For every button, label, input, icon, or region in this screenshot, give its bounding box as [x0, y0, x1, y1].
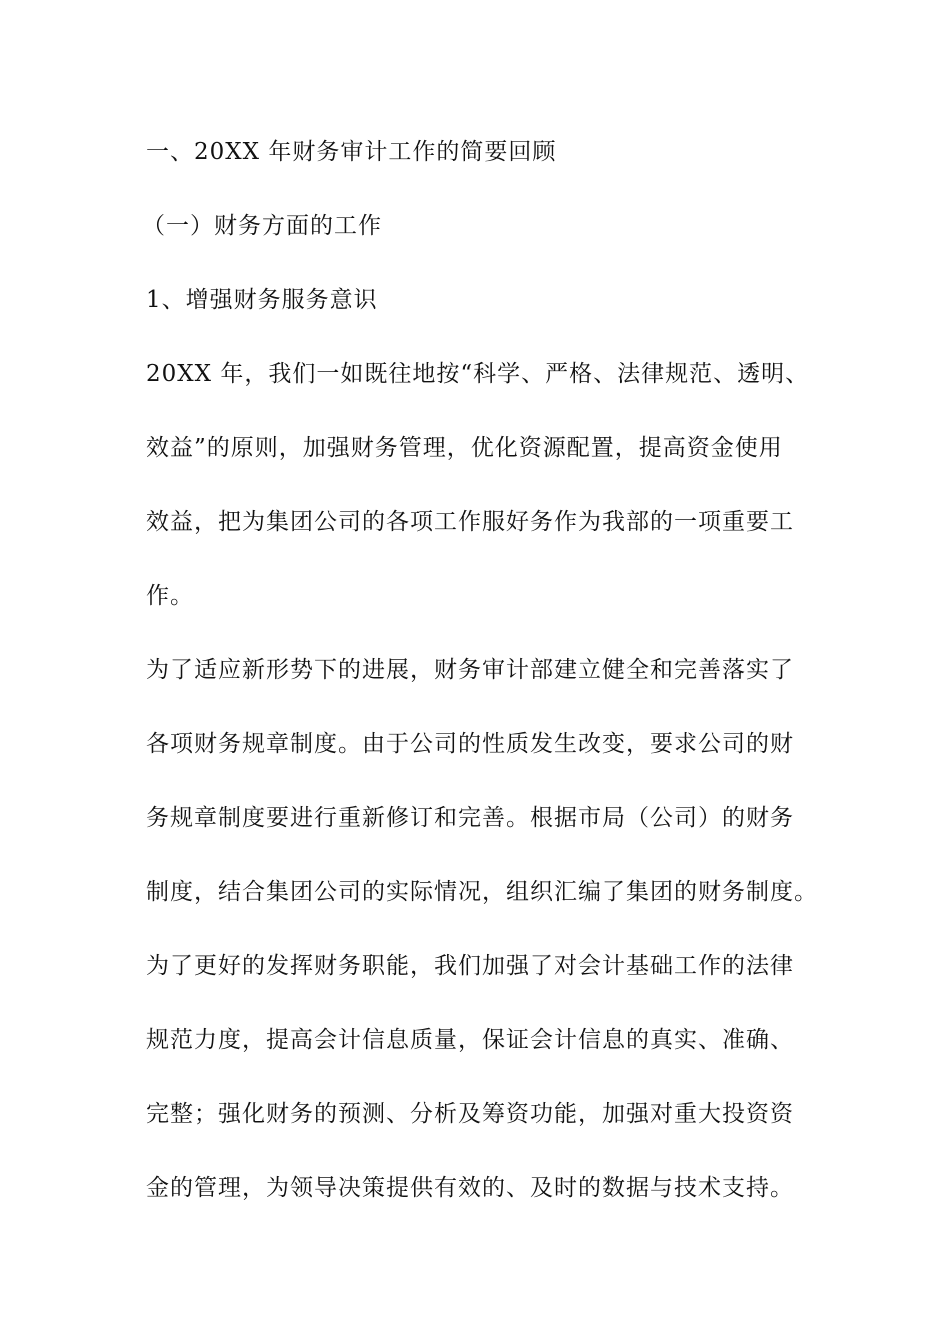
paragraph-3-line-3: 完整；强化财务的预测、分析及筹资功能，加强对重大投资资	[146, 1101, 794, 1127]
heading-level-1: 一、20XX 年财务审计工作的简要回顾	[146, 139, 557, 165]
paragraph-2-line-4: 制度，结合集团公司的实际情况，组织汇编了集团的财务制度。	[146, 879, 818, 905]
heading-level-3: 1、增强财务服务意识	[146, 287, 378, 313]
paragraph-2-line-3: 务规章制度要进行重新修订和完善。根据市局（公司）的财务	[146, 805, 794, 831]
paragraph-3-line-2: 规范力度，提高会计信息质量，保证会计信息的真实、准确、	[146, 1027, 794, 1053]
paragraph-1-line-2: 效益”的原则，加强财务管理，优化资源配置，提高资金使用	[146, 435, 783, 461]
paragraph-2-line-1: 为了适应新形势下的进展，财务审计部建立健全和完善落实了	[146, 657, 794, 683]
heading-level-2: （一）财务方面的工作	[142, 213, 382, 239]
paragraph-1-line-4: 作。	[146, 583, 194, 609]
paragraph-1-line-3: 效益，把为集团公司的各项工作服好务作为我部的一项重要工	[146, 509, 794, 535]
paragraph-3-line-1: 为了更好的发挥财务职能，我们加强了对会计基础工作的法律	[146, 953, 794, 979]
paragraph-1-line-1: 20XX 年，我们一如既往地按“科学、严格、法律规范、透明、	[146, 361, 810, 387]
paragraph-2-line-2: 各项财务规章制度。由于公司的性质发生改变，要求公司的财	[146, 731, 794, 757]
paragraph-3-line-4: 金的管理，为领导决策提供有效的、及时的数据与技术支持。	[146, 1175, 794, 1201]
